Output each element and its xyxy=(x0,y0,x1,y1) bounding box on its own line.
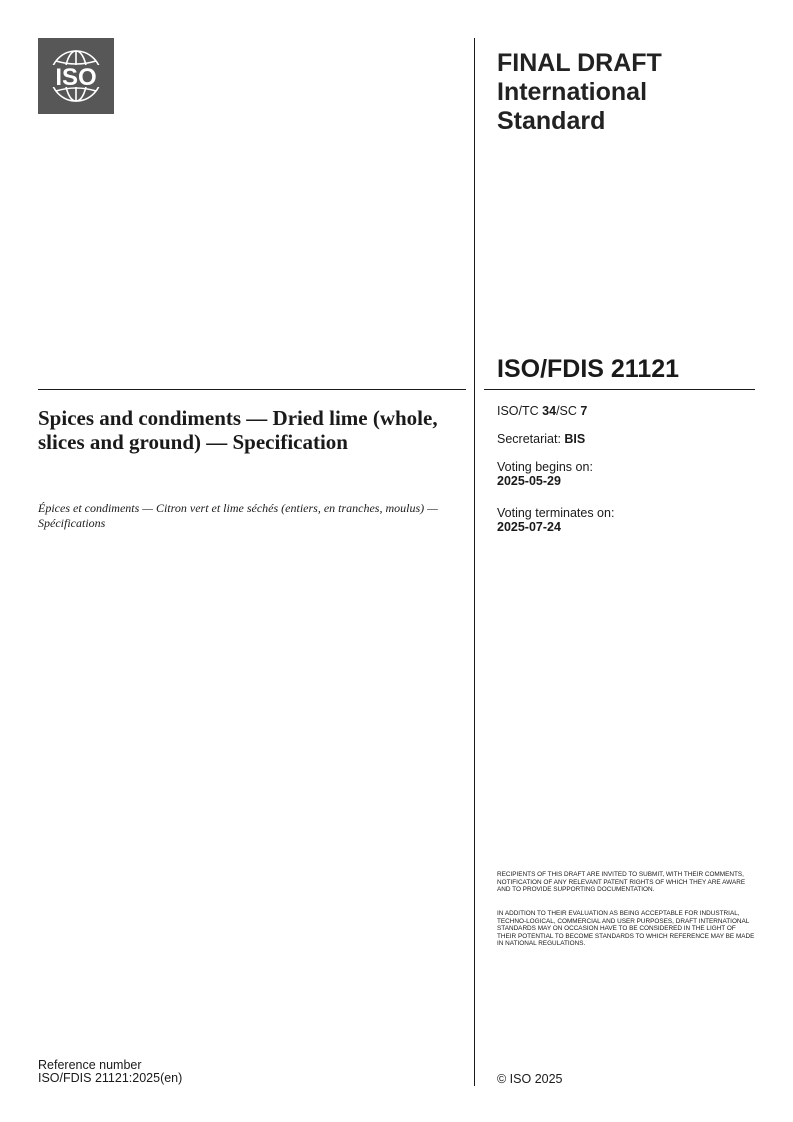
committee-sc: 7 xyxy=(580,404,588,418)
secretariat-label: Secretariat: xyxy=(497,432,565,446)
status-standard: Standard xyxy=(497,107,606,135)
status-international: International xyxy=(497,78,648,106)
title-french: Épices et condiments — Citron vert et lime séchés (entiers, en tranches, moulus) — Spécifications xyxy=(38,501,438,530)
voting-begins-label: Voting begins on: xyxy=(497,460,593,474)
patent-notice: RECIPIENTS OF THIS DRAFT ARE INVITED TO SUBMIT, WITH THEIR COMMENTS, NOTIFICATION OF ANY RELEVANT PATENT RIGHTS OF WHICH THEY ARE AWARE AND TO PROVIDE SUPPORTING DOCUMENTATION. xyxy=(497,871,746,894)
reference-number: ISO/FDIS 21121:2025(en) xyxy=(38,1071,183,1085)
secretariat xyxy=(497,432,585,446)
committee-prefix: ISO/TC xyxy=(497,404,543,418)
divider-left xyxy=(38,389,466,390)
voting-terminates-label: Voting terminates on: xyxy=(497,506,615,520)
committee-reference xyxy=(497,404,587,418)
vertical-divider xyxy=(474,38,475,1086)
copyright: © ISO 2025 xyxy=(497,1072,563,1086)
title-english: Spices and condiments — Dried lime (whole, slices and ground) — Specification xyxy=(38,406,438,454)
voting-terminates-date: 2025-07-24 xyxy=(497,520,561,534)
secretariat-value: BIS xyxy=(564,432,586,446)
reference-label: Reference number xyxy=(38,1058,142,1072)
iso-logo xyxy=(38,38,114,114)
committee-separator: /SC xyxy=(556,404,581,418)
document-status xyxy=(497,49,757,136)
iso-logo-text: ISO xyxy=(55,64,97,91)
voting-begins-date: 2025-05-29 xyxy=(497,474,561,488)
status-final-draft: FINAL DRAFT xyxy=(497,49,662,77)
document-number: ISO/FDIS 21121 xyxy=(497,355,680,383)
committee-tc: 34 xyxy=(542,404,557,418)
iso-globe-icon xyxy=(38,38,114,114)
evaluation-notice: IN ADDITION TO THEIR EVALUATION AS BEING ACCEPTABLE FOR INDUSTRIAL, TECHNO-LOGICAL, COMMERCIAL AND USER PURPOSES, DRAFT INTERNATIONAL STANDARDS MAY ON OCCASION HAVE TO BE CONSIDERED IN THE LIGHT OF THEIR POTENTIAL TO BECOME STANDARDS TO WHICH REFERENCE MAY BE MADE IN NATIONAL REGULATIONS. xyxy=(497,910,755,948)
divider-right xyxy=(484,389,755,390)
